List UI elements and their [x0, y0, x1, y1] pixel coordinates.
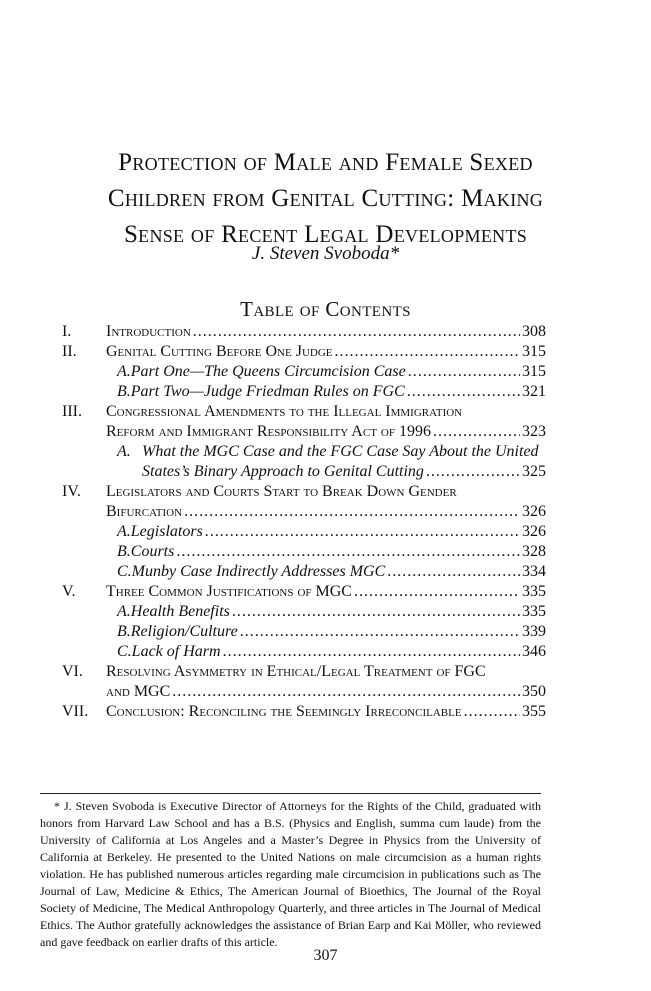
toc-entry-title: Religion/Culture — [130, 623, 238, 640]
toc-entry — [62, 602, 546, 622]
toc-page-number: 315 — [522, 363, 546, 380]
toc-numeral: VI. — [62, 663, 83, 680]
toc-subsection-letter: A. — [117, 443, 131, 460]
dot-leader — [176, 542, 520, 562]
toc-entry — [62, 442, 546, 462]
toc-entry — [62, 362, 546, 382]
dot-leader — [354, 582, 520, 602]
toc-entry-title: Courts — [130, 543, 175, 560]
toc-entry — [62, 322, 546, 342]
toc-entry-title: Bifurcation — [106, 503, 183, 520]
toc-entry — [62, 422, 546, 442]
toc-numeral: II. — [62, 343, 77, 360]
toc-page-number: 335 — [522, 603, 546, 620]
toc-entry — [62, 522, 546, 542]
table-of-contents — [62, 322, 546, 722]
toc-page-number: 350 — [522, 683, 546, 700]
toc-subsection-letter: A. — [117, 523, 131, 540]
toc-entry-title: Resolving Asymmetry in Ethical/Legal Treatment of FGC — [106, 663, 486, 680]
toc-page-number: 325 — [522, 463, 546, 480]
toc-entry — [62, 582, 546, 602]
toc-page-number: 334 — [522, 563, 546, 580]
toc-numeral: III. — [62, 403, 82, 420]
dot-leader — [172, 682, 520, 702]
toc-entry — [62, 382, 546, 402]
toc-subsection-letter: A. — [117, 363, 131, 380]
toc-page-number: 326 — [522, 523, 546, 540]
toc-entry — [62, 622, 546, 642]
toc-subsection-letter: C. — [117, 563, 132, 580]
toc-entry-title: and MGC — [106, 683, 171, 700]
toc-entry-title: Three Common Justifications of MGC — [106, 583, 352, 600]
dot-leader — [240, 622, 520, 642]
toc-entry — [62, 662, 546, 682]
toc-page-number: 308 — [522, 323, 546, 340]
toc-page-number: 315 — [522, 343, 546, 360]
toc-subsection-letter: B. — [117, 383, 131, 400]
toc-entry — [62, 402, 546, 422]
toc-entry — [62, 702, 546, 722]
toc-numeral: VII. — [62, 703, 89, 720]
toc-entry — [62, 562, 546, 582]
toc-entry-title: Congressional Amendments to the Illegal Immigration — [106, 403, 463, 420]
toc-subsection-letter: B. — [117, 543, 131, 560]
article-title — [40, 145, 611, 253]
dot-leader — [433, 422, 520, 442]
toc-entry — [62, 482, 546, 502]
title-line: Protection of Male and Female Sexed — [118, 149, 533, 176]
dot-leader — [464, 702, 520, 722]
title-line: Children from Genital Cutting: Making — [107, 185, 544, 212]
toc-entry — [62, 682, 546, 702]
author-footnote — [40, 798, 541, 951]
toc-subsection-letter: C. — [117, 643, 132, 660]
toc-heading: Table of Contents — [240, 297, 411, 321]
toc-entry — [62, 342, 546, 362]
dot-leader — [407, 382, 520, 402]
toc-subsection-letter: B. — [117, 623, 131, 640]
dot-leader — [193, 322, 520, 342]
toc-entry — [62, 502, 546, 522]
toc-entry-title: States’s Binary Approach to Genital Cutting — [142, 463, 424, 480]
toc-numeral: I. — [62, 323, 72, 340]
toc-entry-title: What the MGC Case and the FGC Case Say About the United — [142, 443, 539, 460]
toc-page-number: 326 — [522, 503, 546, 520]
dot-leader — [223, 642, 520, 662]
author-byline: J. Steven Svoboda* — [251, 243, 400, 264]
toc-entry-title: Conclusion: Reconciling the Seemingly Irreconcilable — [106, 703, 462, 720]
toc-entry-title: Introduction — [106, 323, 191, 340]
footnote-divider — [40, 793, 541, 794]
toc-page-number: 323 — [522, 423, 546, 440]
toc-numeral: V. — [62, 583, 76, 600]
toc-entry-title: Health Benefits — [130, 603, 230, 620]
dot-leader — [387, 562, 520, 582]
toc-page-number: 321 — [522, 383, 546, 400]
toc-entry-title: Lack of Harm — [131, 643, 221, 660]
title-line: Sense of Recent Legal Developments — [123, 221, 528, 248]
toc-page-number: 339 — [522, 623, 546, 640]
toc-numeral: IV. — [62, 483, 81, 500]
toc-page-number: 355 — [522, 703, 546, 720]
toc-page-number: 346 — [522, 643, 546, 660]
toc-entry-title: Part Two—Judge Friedman Rules on FGC — [130, 383, 405, 400]
dot-leader — [205, 522, 520, 542]
toc-entry-title: Genital Cutting Before One Judge — [106, 343, 333, 360]
toc-entry — [62, 642, 546, 662]
toc-entry — [62, 462, 546, 482]
toc-entry-title: Legislators — [130, 523, 203, 540]
dot-leader — [408, 362, 520, 382]
dot-leader — [335, 342, 521, 362]
footnote-text: J. Steven Svoboda is Executive Director of Attorneys for the Rights of the Child, graduated with honors from Harvard Law School and has a B.S. (Physics and English, summa cum laude) from the University of California at Los Angeles and a Master’s Degree in Physics from the University of California at Berkeley. He presented to the United Nations on male circumcision as a human rights violation. He has published numerous articles regarding male circumcision in publications such as The Journal of Law, Medicine & Ethics, The American Journal of Bioethics, The Journal of the Royal Society of Medicine, The Medical Anthropology Quarterly, and three articles in The Journal of Medical Ethics. The Author gratefully acknowledges the assistance of Brian Earp and Kai Möller, who reviewed and gave feedback on earlier drafts of this article. — [40, 799, 542, 949]
toc-page-number: 328 — [522, 543, 546, 560]
dot-leader — [232, 602, 520, 622]
toc-entry-title: Legislators and Courts Start to Break Down Gender — [106, 483, 457, 500]
dot-leader — [184, 502, 520, 522]
toc-entry-title: Reform and Immigrant Responsibility Act of 1996 — [106, 423, 431, 440]
toc-subsection-letter: A. — [117, 603, 131, 620]
toc-entry-title: Munby Case Indirectly Addresses MGC — [131, 563, 386, 580]
toc-entry-title: Part One—The Queens Circumcision Case — [130, 363, 406, 380]
toc-entry — [62, 542, 546, 562]
page-number: 307 — [313, 947, 338, 964]
dot-leader — [426, 462, 520, 482]
footnote-marker: * — [54, 799, 60, 813]
toc-page-number: 335 — [522, 583, 546, 600]
